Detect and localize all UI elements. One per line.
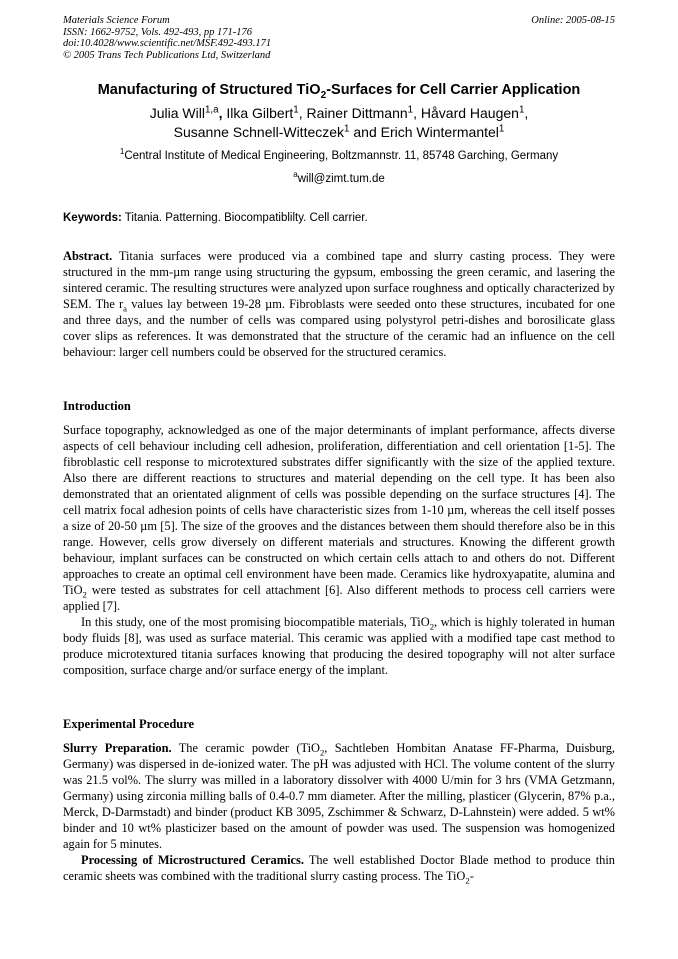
introduction-paragraph-2: In this study, one of the most promising biocompatible materials, TiO$_2$, which is highly tolerated in human body fluids [8], was used as surface material. This ceramic was applied with a modified tape cast method to produce microtextured titania surfaces knowing that producing the desired topography will not alter surface composition, surface charge and/or surface energy of the implant. <box>63 615 615 677</box>
email-link[interactable]: will@zimt.tum.de <box>297 173 385 185</box>
experimental-body <box>63 740 615 884</box>
doi-line: doi:10.4028/www.scientific.net/MSF.492-493.171 <box>63 38 272 49</box>
introduction-paragraph-1: Surface topography, acknowledged as one of the major determinants of implant performance, affects diverse aspects of cell behaviour including cell adhesion, proliferation, differentiation and cell orientation [1-5]. The fibroblastic cell response to microtextured substrates differ significantly with the size of the applied texture. Also there are different reactions to structures and material depending on the cell type. It has been also demonstrated that an orientated alignment of cells was possible depending on the surface structures [4]. The cell matrix focal adhesion points of cells have characteristic sizes from 1-10 µm, whereas the cell itself posses a size of 20-50 µm [5]. The size of the grooves and the distances between them should therefore also be in this range. However, cells grow diversely on different materials and structures. Knowing the different growth behaviour, implant surfaces can be constructed on which certain cells attach to and others do not. Different approaches to create an optimal cell environment have been made. Ceramics like hydroxyapatite, alumina and TiO$_2$ were tested as substrates for cell attachment [6]. Also different methods to process cell carriers were applied [7]. <box>63 423 615 613</box>
author: Håvard Haugen$^1$, <box>420 104 529 121</box>
author: Erich Wintermantel$^1$ <box>380 123 505 140</box>
title-subscript: 2 <box>320 89 327 101</box>
online-date: Online: 2005-08-15 <box>531 15 615 26</box>
paper-title <box>40 81 638 99</box>
journal-header <box>63 15 271 61</box>
journal-name: Materials Science Forum <box>63 15 170 26</box>
author: Julia Will$^{1,a}$, <box>149 104 227 121</box>
processing-paragraph: Processing of Microstructured Ceramics. The well established Doctor Blade method to produce thin ceramic sheets was combined with the traditional slurry casting process. The TiO$_2$- <box>63 853 615 886</box>
introduction-body <box>63 422 615 678</box>
slurry-paragraph: Slurry Preparation. The ceramic powder (TiO$_2$, Sachtleben Hombitan Anatase FF-Pharma, Duisburg, Germany) was dispersed in de-ionized water. The pH was adjusted with HCl. The volume content of the slurry was 21.5 vol%. The slurry was milled in a laboratory dissolver with 4000 U/min for 3 hrs (VMA Getzmann, Germany) using zirconia milling balls of 0.4-0.7 mm diameter. After the milling, plasticer (Glycerin, 87% p.a., Merck, D-Darmstadt) and binder (product KB 3095, Zschimmer & Schwarz, D-Lahnstein) were added. 5 wt% binder and 10 wt% plasticizer based on the amount of powder was used. The suspension was homogenized again for 5 minutes. <box>63 741 615 851</box>
abstract: Abstract. Titania surfaces were produced via a combined tape and slurry casting process. They were structured in the mm-µm range using structuring the gypsum, embossing the green ceramic, and lasering the sintered ceramic. The resulting structures were analyzed upon surface roughness and optically characterized by SEM. The $r_a$ values lay between 19-28 µm. Fibroblasts were seeded onto these structures, incubated for one and three days, and the number of cells was compared using polystyrol petri-dishes and borosilicate glass cover slips as references. It was demonstrated that the structure of the ceramic had an influence on the cell behaviour: larger cell numbers could be observed for the structured ceramics. <box>63 249 615 359</box>
author: Rainer Dittmann$^1$, <box>306 104 421 121</box>
author-list <box>40 104 638 142</box>
keywords: Keywords: Titania. Patterning. Biocompatiblilty. Cell carrier. <box>63 212 368 224</box>
introduction-heading: Introduction <box>63 399 131 413</box>
experimental-heading: Experimental Procedure <box>63 717 195 731</box>
title-text-start: Manufacturing of Structured TiO <box>97 82 321 98</box>
author: Susanne Schnell-Witteczek$^1$ and <box>173 123 381 140</box>
copyright-line: © 2005 Trans Tech Publications Ltd, Switzerland <box>63 49 271 61</box>
author: Ilka Gilbert$^1$, <box>226 104 307 121</box>
email: $^a$will@zimt.tum.de <box>293 170 385 185</box>
issn-line: ISSN: 1662-9752, Vols. 492-493, pp 171-176 <box>63 26 252 38</box>
affiliation: $^1$Central Institute of Medical Engineering, Boltzmannstr. 11, 85748 Garching, Germany <box>119 147 559 162</box>
title-text-end: -Surfaces for Cell Carrier Application <box>326 82 581 98</box>
